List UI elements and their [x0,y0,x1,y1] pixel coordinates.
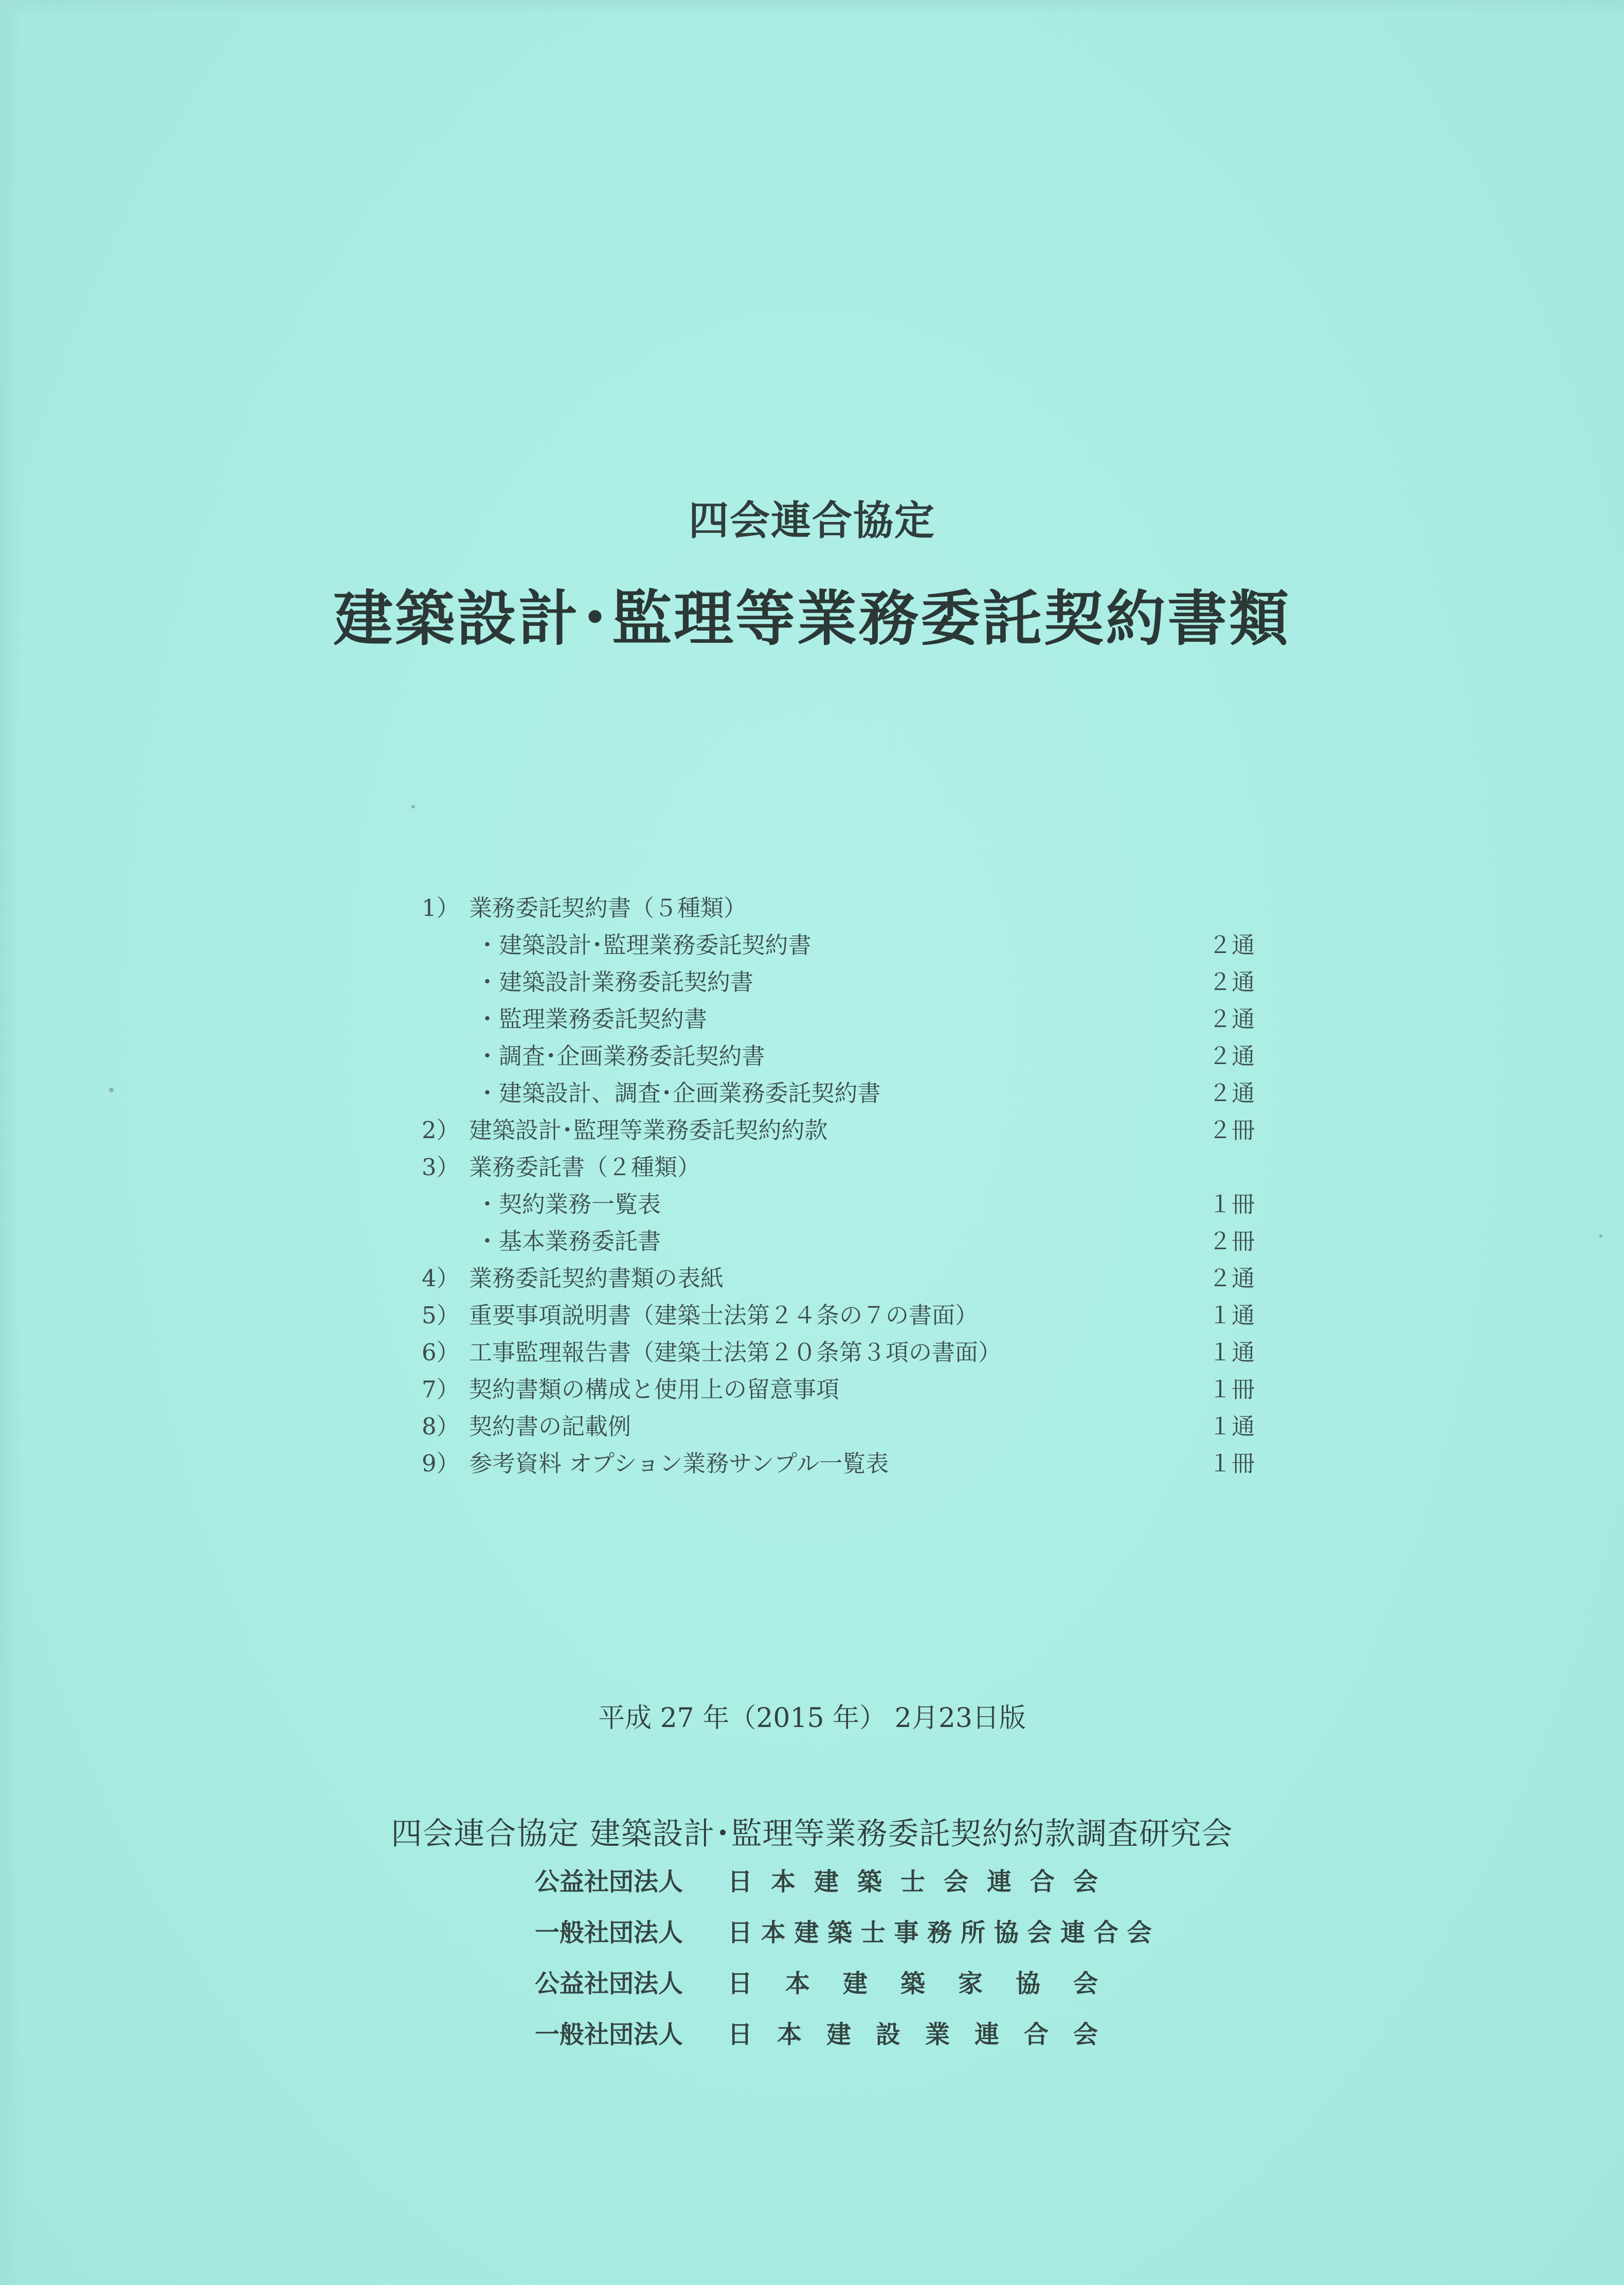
item-label: ・契約業務一覧表 [476,1191,661,1218]
scan-speck [1599,1234,1602,1237]
organization-type: 公益社団法人 [535,1969,683,1998]
item-label: 建築設計･監理等業務委託契約約款 [469,1117,828,1144]
contents-subitem [422,1186,1255,1223]
item-quantity: ２冊 [1208,1117,1255,1144]
item-label: ・基本業務委託書 [476,1228,661,1255]
organization-type: 一般社団法人 [535,2020,683,2049]
organization-type: 一般社団法人 [535,1918,683,1947]
contents-item [422,890,1255,927]
item-quantity: ２通 [1208,1079,1255,1107]
item-label: 業務委託契約書（５種類） [469,894,747,922]
organization-name: 日 本 建 築 家 協 会 [728,1969,1098,1998]
item-label: ・監理業務委託契約書 [476,1005,708,1033]
item-label: 業務委託契約書類の表紙 [469,1265,724,1292]
contents-subitem [422,1001,1255,1038]
organization-name: 日 本 建 築 士 会 連 合 会 [728,1867,1098,1896]
subtitle: 四会連合協定 [688,497,935,544]
item-number: 5） [422,1302,460,1329]
item-quantity: １冊 [1208,1450,1255,1477]
item-quantity: １通 [1208,1339,1255,1366]
item-label: ・建築設計、調査･企画業務委託契約書 [476,1079,881,1107]
contents-item [422,1112,1255,1149]
member-organization [535,2009,1111,2060]
item-quantity: １通 [1208,1413,1255,1440]
scan-speck [411,805,415,808]
item-label: ・調査･企画業務委託契約書 [476,1042,765,1070]
contents-item [422,1260,1255,1297]
organization-type: 公益社団法人 [535,1867,683,1896]
item-number: 8） [422,1413,460,1440]
contents-item [422,1149,1255,1186]
item-label: 工事監理報告書（建築士法第２０条第３項の書面） [469,1339,1002,1366]
item-number: 9） [422,1450,460,1477]
item-quantity: ２通 [1208,1265,1255,1292]
contents-subitem [422,927,1255,964]
contents-subitem [422,1223,1255,1260]
item-label: ・建築設計･監理業務委託契約書 [476,931,811,959]
item-quantity: ２通 [1208,931,1255,959]
scan-edge [0,0,21,2285]
contents-subitem [422,964,1255,1001]
item-label: 重要事項説明書（建築士法第２４条の７の書面） [469,1302,979,1329]
item-label: 業務委託書（２種類） [469,1154,701,1181]
item-label: 契約書類の構成と使用上の留意事項 [469,1376,840,1403]
member-organization [535,1908,1152,1958]
contents-list [422,890,1255,1482]
item-quantity: ２冊 [1208,1228,1255,1255]
contents-subitem [422,1038,1255,1075]
item-number: 4） [422,1265,460,1292]
contents-item [422,1371,1255,1408]
member-organization [535,1857,1111,1908]
item-label: ・建築設計業務委託契約書 [476,968,754,996]
organization-name: 日 本 建 築 士 事 務 所 協 会 連 合 会 [728,1918,1152,1947]
item-number: 1） [422,894,460,922]
item-number: 7） [422,1376,460,1403]
contents-subitem [422,1075,1255,1112]
member-organizations [535,1857,1152,2060]
contents-item [422,1445,1255,1482]
page-title: 建築設計･監理等業務委託契約書類 [333,584,1291,654]
scan-edge [0,0,1624,14]
item-number: 2） [422,1117,460,1144]
item-quantity: ２通 [1208,1005,1255,1033]
item-number: 3） [422,1154,460,1181]
item-quantity: ２通 [1208,1042,1255,1070]
organization-name: 日 本 建 設 業 連 合 会 [728,2020,1098,2049]
contents-item [422,1297,1255,1334]
member-organization [535,1958,1111,2009]
item-quantity: １冊 [1208,1376,1255,1403]
item-quantity: １冊 [1208,1191,1255,1218]
organization-title: 四会連合協定 建築設計･監理等業務委託契約約款調査研究会 [391,1816,1233,1852]
item-number: 6） [422,1339,460,1366]
scan-speck [109,1088,114,1092]
item-label: 参考資料 オプション業務サンプル一覧表 [469,1450,889,1477]
item-quantity: １通 [1208,1302,1255,1329]
item-quantity: ２通 [1208,968,1255,996]
edition-date: 平成 27 年（2015 年） 2月23日版 [598,1703,1026,1734]
contents-item [422,1408,1255,1445]
contents-item [422,1334,1255,1371]
item-label: 契約書の記載例 [469,1413,631,1440]
